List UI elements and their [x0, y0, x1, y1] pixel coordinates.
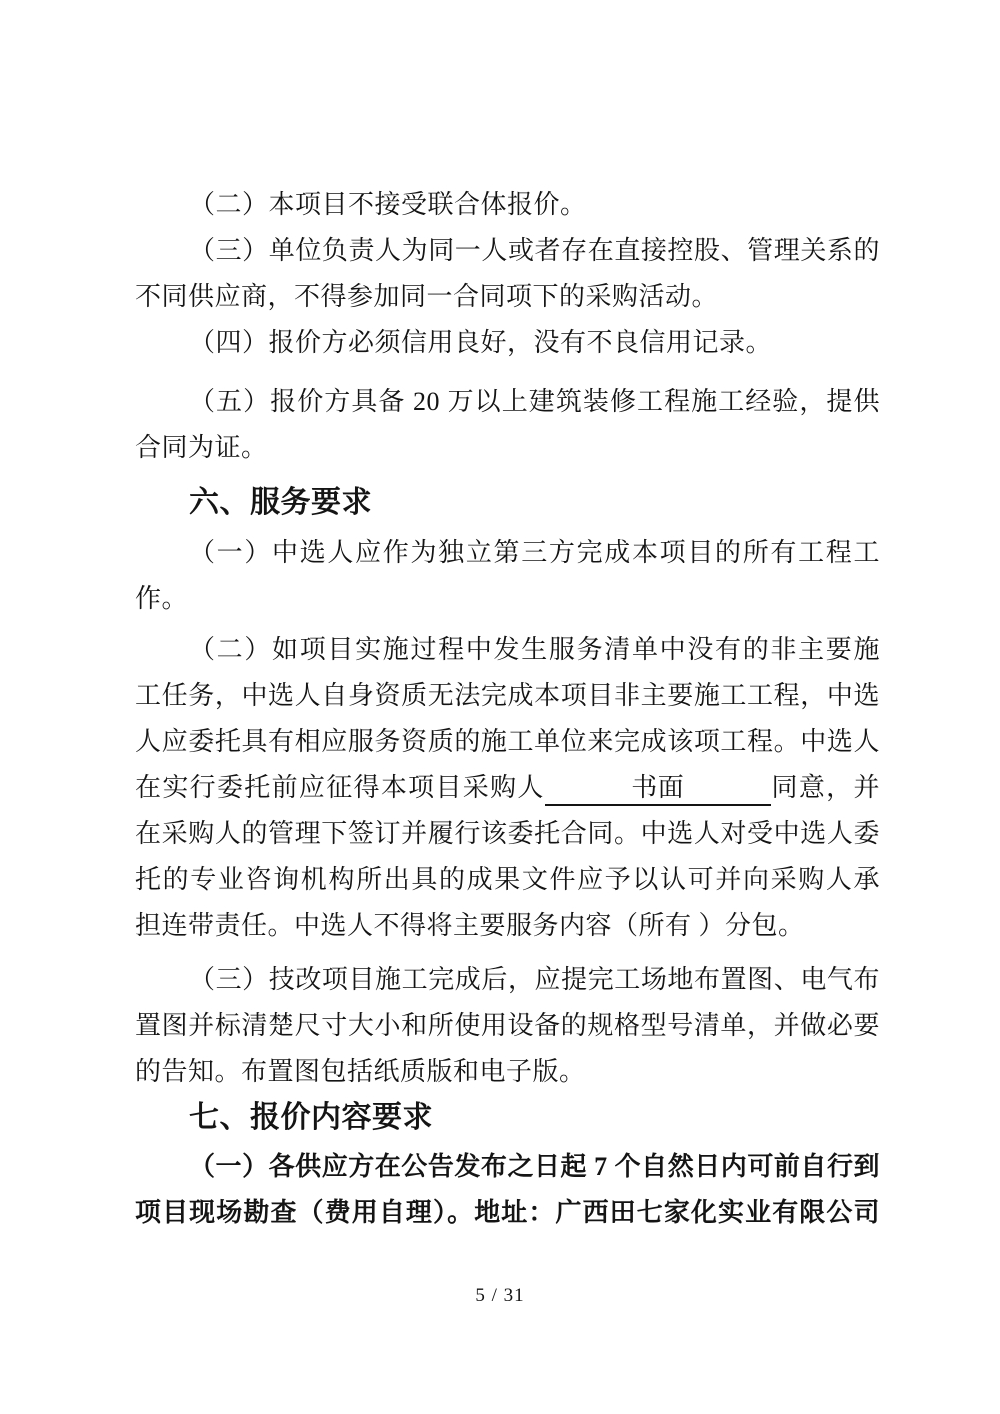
text-line: （三）单位负责人为同一人或者存在直接控股、管理关系的	[189, 236, 880, 265]
text-line: （二）本项目不接受联合体报价。	[189, 190, 587, 219]
text-line: （二）如项目实施过程中发生服务清单中没有的非主要施	[189, 635, 880, 664]
text-line: 在采购人的管理下签订并履行该委托合同。中选人对受中选人委	[135, 819, 880, 848]
text-line: 置图并标清楚尺寸大小和所使用设备的规格型号清单，并做必要	[135, 1011, 880, 1040]
text-line: （三）技改项目施工完成后，应提完工场地布置图、电气布	[189, 965, 880, 994]
text-line: （四）报价方必须信用良好，没有不良信用记录。	[189, 328, 773, 357]
text-line: 不同供应商，不得参加同一合同项下的采购活动。	[135, 282, 719, 311]
page-number: 5 / 31	[475, 1285, 525, 1306]
text-line: （一）中选人应作为独立第三方完成本项目的所有工程工	[189, 538, 880, 567]
text-line	[135, 765, 880, 811]
text-line: （五）报价方具备 20 万以上建筑装修工程施工经验，提供	[189, 387, 880, 416]
text-line: 的告知。布置图包括纸质版和电子版。	[135, 1057, 586, 1086]
text-line: （一）各供应方在公告发布之日起 7 个自然日内可前自行到	[189, 1152, 880, 1181]
text-line: 担连带责任。中选人不得将主要服务内容（所有 ）分包。	[135, 911, 805, 940]
text-line: 作。	[135, 584, 189, 613]
text-line: 托的专业咨询机构所出具的成果文件应予以认可并向采购人承	[135, 865, 880, 894]
document-body	[135, 182, 880, 1236]
text-line: 项目现场勘查（费用自理）。地址：广西田七家化实业有限公司	[135, 1198, 880, 1227]
text-line: 工任务，中选人自身资质无法完成本项目非主要施工工程，中选	[135, 681, 880, 710]
text-line: 合同为证。	[135, 433, 268, 462]
blank-prefix-text: 在实行委托前应征得本项目采购人	[135, 773, 545, 802]
blank-suffix-text: 同意，并	[770, 773, 880, 802]
section-heading: 七、报价内容要求	[189, 1101, 433, 1134]
text-line: 人应委托具有相应服务资质的施工单位来完成该项工程。中选人	[135, 727, 880, 756]
fill-in-blank-underline: 书面	[545, 772, 771, 806]
section-heading: 六、服务要求	[189, 486, 372, 519]
